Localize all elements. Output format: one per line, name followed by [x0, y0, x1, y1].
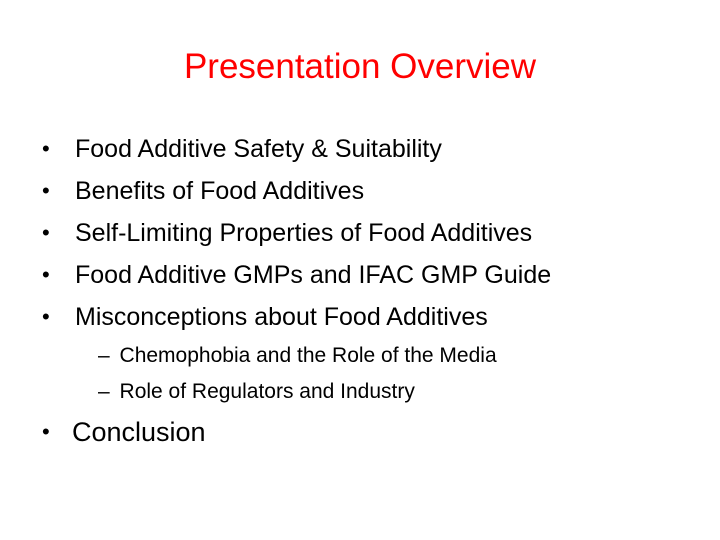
bullet-icon: • — [42, 419, 50, 444]
conclusion-text: Conclusion — [72, 417, 206, 447]
bullet-item — [42, 212, 551, 254]
bullet-icon: • — [42, 178, 50, 203]
sub-bullet-text: Chemophobia and the Role of the Media — [119, 344, 497, 367]
bullet-text: Misconceptions about Food Additives — [75, 303, 488, 331]
bullet-text: Food Additive Safety & Suitability — [75, 135, 442, 163]
bullet-item — [42, 170, 551, 212]
sub-bullet-list — [98, 338, 497, 410]
bullet-text: Food Additive GMPs and IFAC GMP Guide — [75, 261, 552, 289]
bullet-text: Benefits of Food Additives — [75, 177, 365, 205]
sub-bullet-text: Role of Regulators and Industry — [119, 380, 415, 403]
bullet-icon: • — [42, 136, 50, 161]
bullet-item — [42, 296, 551, 338]
conclusion-item — [42, 410, 206, 454]
bullet-list — [42, 128, 551, 338]
sub-bullet-item — [98, 374, 497, 410]
bullet-icon: • — [42, 220, 50, 245]
bullet-icon: • — [42, 304, 50, 329]
bullet-item — [42, 128, 551, 170]
dash-icon: – — [98, 380, 110, 403]
bullet-item — [42, 254, 551, 296]
slide-title: Presentation Overview — [183, 47, 537, 86]
bullet-text: Self-Limiting Properties of Food Additives — [75, 219, 533, 247]
dash-icon: – — [98, 344, 110, 367]
bullet-icon: • — [42, 262, 50, 287]
sub-bullet-item — [98, 338, 497, 374]
